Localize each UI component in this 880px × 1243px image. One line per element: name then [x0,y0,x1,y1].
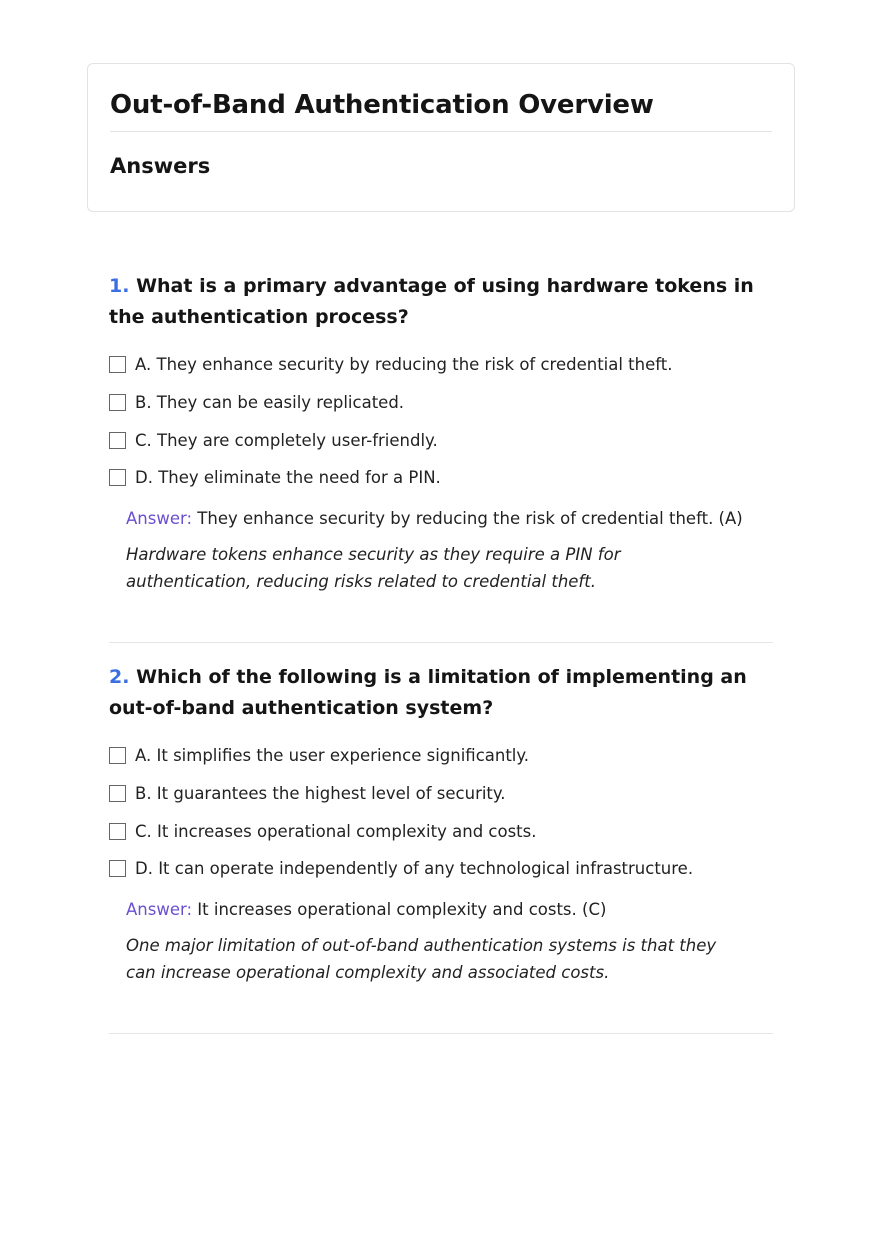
question-number: 1. [109,275,130,297]
answer-line [126,506,773,532]
answer-explanation: Hardware tokens enhance security as they require a PIN for authentication, reducing risks related to credential theft. [126,544,621,591]
question-1 [109,271,773,595]
answer-label: Answer: [126,899,193,919]
answer-text: It increases operational complexity and costs. (C) [197,899,607,919]
option-label: C. They are completely user-friendly. [135,430,438,450]
option-label: D. They eliminate the need for a PIN. [135,468,441,488]
section-divider [109,642,773,643]
option-label: B. It guarantees the highest level of security. [135,784,506,804]
answer-text: They enhance security by reducing the risk of credential theft. (A) [197,508,743,528]
options-list [109,346,773,497]
question-text [109,271,773,333]
option-d[interactable] [109,850,773,888]
answer-block [126,897,773,986]
options-list [109,737,773,888]
section-divider [109,1033,773,1034]
answer-label: Answer: [126,508,193,528]
option-c[interactable] [109,812,773,850]
page-title: Out-of-Band Authentication Overview [110,88,772,132]
checkbox-icon[interactable] [109,785,126,802]
question-2 [109,662,773,986]
question-prompt: Which of the following is a limitation of implementing an out-of-band authentication system? [109,666,747,719]
answer-explanation: One major limitation of out-of-band authentication systems is that they can increase operational complexity and associated costs. [126,935,717,982]
checkbox-icon[interactable] [109,394,126,411]
option-label: A. It simplifies the user experience significantly. [135,746,530,766]
checkbox-icon[interactable] [109,747,126,764]
question-number: 2. [109,666,130,688]
option-label: C. It increases operational complexity and costs. [135,821,537,841]
option-d[interactable] [109,459,773,497]
option-label: B. They can be easily replicated. [135,393,405,413]
checkbox-icon[interactable] [109,469,126,486]
checkbox-icon[interactable] [109,432,126,449]
checkbox-icon[interactable] [109,860,126,877]
option-b[interactable] [109,384,773,422]
question-prompt: What is a primary advantage of using hardware tokens in the authentication process? [109,275,754,328]
answer-line [126,897,773,923]
option-a[interactable] [109,737,773,775]
checkbox-icon[interactable] [109,356,126,373]
option-a[interactable] [109,346,773,384]
answer-block [126,506,773,595]
checkbox-icon[interactable] [109,823,126,840]
option-c[interactable] [109,421,773,459]
option-label: A. They enhance security by reducing the risk of credential theft. [135,355,673,375]
option-label: D. It can operate independently of any technological infrastructure. [135,859,694,879]
question-text [109,662,773,724]
option-b[interactable] [109,775,773,813]
page-subtitle: Answers [110,154,211,178]
header-card [87,63,795,212]
